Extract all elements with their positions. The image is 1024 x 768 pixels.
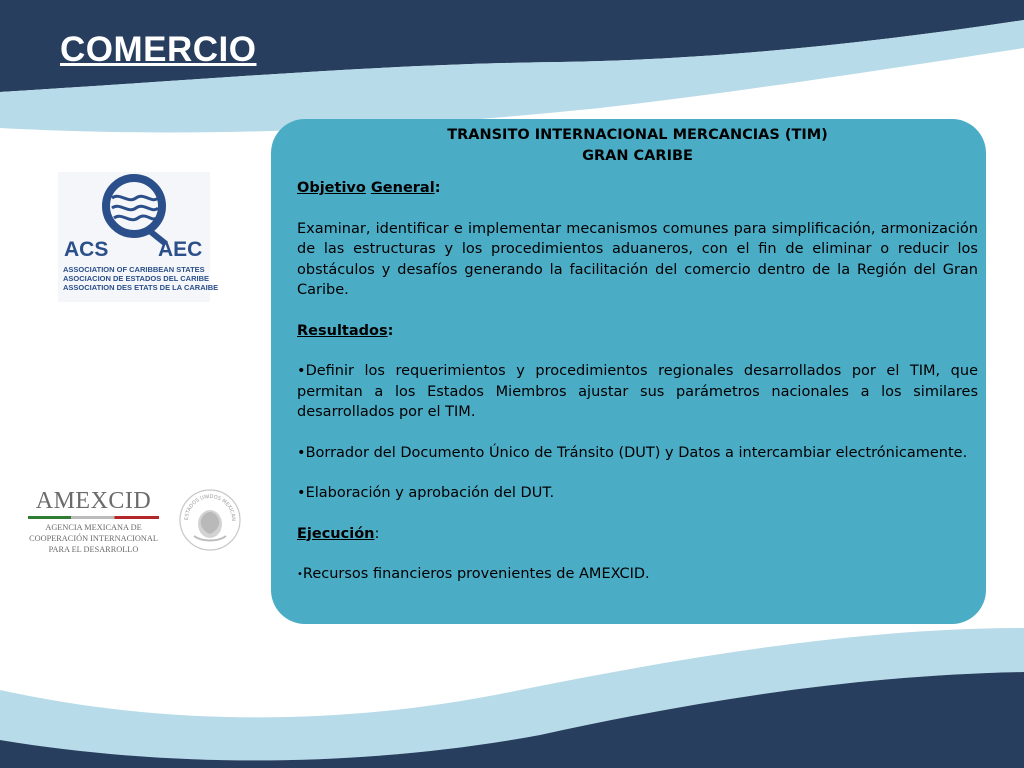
acs-tagline-line: ASSOCIATION OF CARIBBEAN STATES (63, 265, 205, 274)
objetivo-heading (297, 178, 978, 199)
general-word: General (370, 180, 435, 196)
resultado-item (297, 483, 978, 504)
objetivo-word: Objetivo (297, 180, 366, 196)
acs-text: ACS (64, 238, 109, 261)
seal-text: ESTADOS UNIDOS MEXICAN (183, 493, 237, 522)
acs-tagline-line: ASOCIACION DE ESTADOS DEL CARIBE (63, 274, 209, 283)
resultado-item (297, 443, 978, 464)
ejecucion-text: Recursos financieros provenientes de AMEXCID. (302, 566, 650, 582)
content-panel (271, 119, 986, 624)
resultado-text: Definir los requerimientos y procedimientos regionales desarrollados por el TIM, que permitan a los Estados Miembros ajustar sus parámetros nacionales a los similares desarrollados por el TIM. (297, 363, 978, 420)
acs-tagline (63, 265, 218, 292)
bullet: • (297, 569, 303, 580)
mexico-seal-icon (178, 488, 242, 552)
bullet: • (297, 485, 306, 501)
ejecucion-item (297, 564, 978, 586)
slide-title: COMERCIO (60, 30, 257, 69)
resultado-text: Elaboración y aprobación del DUT. (305, 485, 555, 501)
colon: : (387, 322, 394, 339)
amexcid-subtitle-line: COOPERACIÓN INTERNACIONAL (29, 534, 158, 543)
resultado-text: Borrador del Documento Único de Tránsito (DUT) y Datos a intercambiar electrónicamente. (305, 444, 968, 461)
panel-subheading: GRAN CARIBE (582, 147, 693, 164)
amexcid-subtitle-line: PARA EL DESARROLLO (48, 545, 139, 554)
objetivo-text: Examinar, identificar e implementar mecanismos comunes para simplificación, armonización de las estructuras y los procedimientos aduaneros, con el fin de eliminar o reducir los obstáculos y desafíos generando la facilitación del comercio dentro de la Región del Gran Caribe. (297, 220, 978, 298)
amexcid-logo (26, 488, 161, 555)
amexcid-name: AMEXCID (35, 488, 152, 514)
bullet: • (297, 444, 306, 461)
resultado-item (297, 361, 978, 423)
panel-heading: TRANSITO INTERNACIONAL MERCANCIAS (TIM) (447, 127, 828, 143)
colon: : (374, 525, 380, 542)
colon: : (434, 180, 441, 196)
amexcid-color-bar (28, 516, 159, 519)
amexcid-subtitle-line: AGENCIA MEXICANA DE (45, 523, 142, 532)
acs-tagline-line: ASSOCIATION DES ETATS DE LA CARAIBE (63, 283, 219, 292)
aec-text: AEC (158, 238, 203, 261)
ejecucion-label: Ejecución (297, 525, 375, 542)
bullet: • (297, 363, 306, 379)
resultados-label: Resultados (297, 322, 388, 339)
resultados-heading (297, 321, 978, 342)
ejecucion-heading (297, 524, 978, 545)
